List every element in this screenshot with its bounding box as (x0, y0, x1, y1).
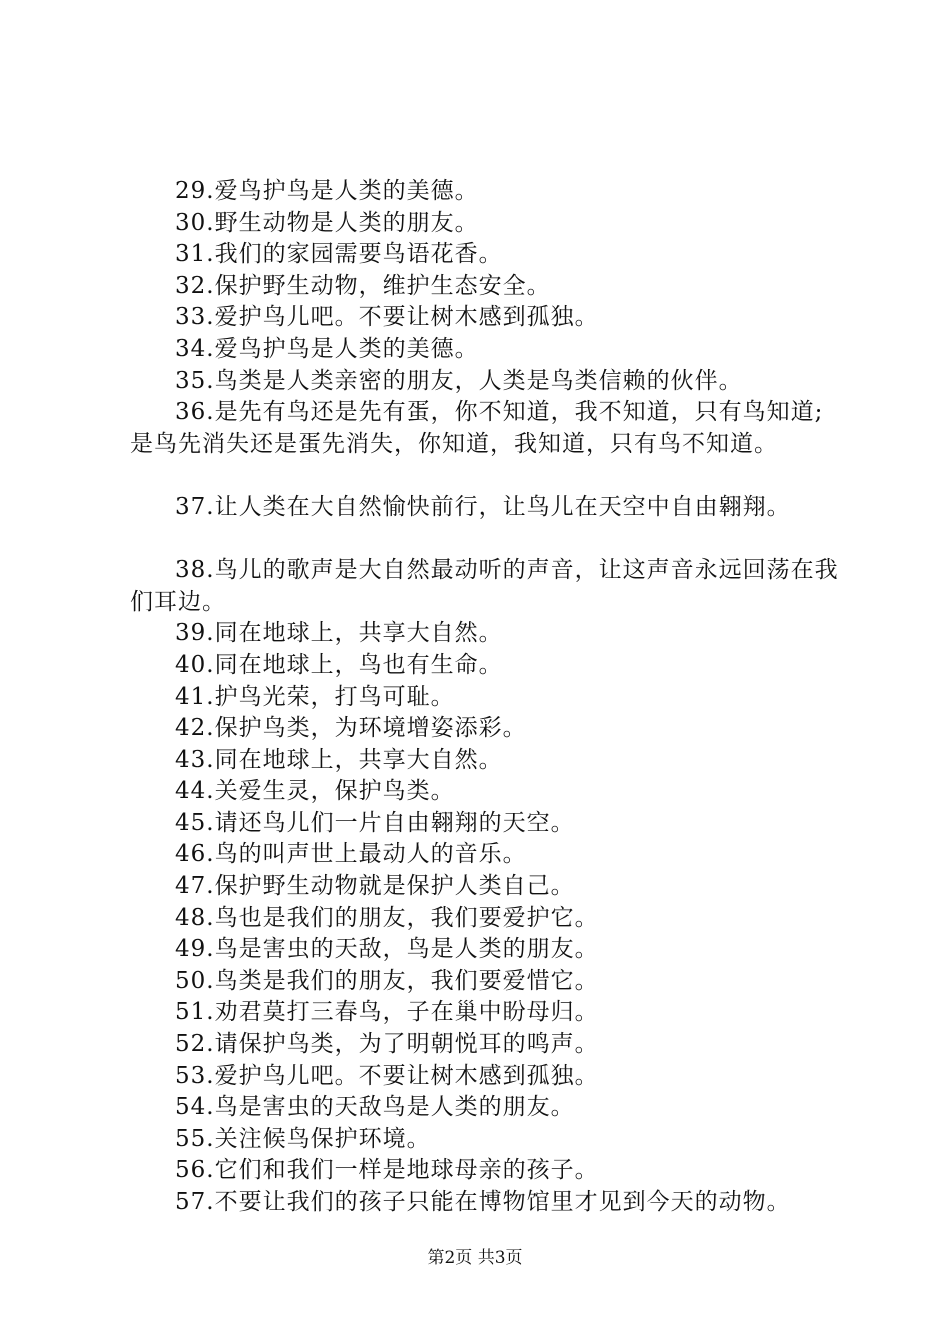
list-item: 56.它们和我们一样是地球母亲的孩子。 (175, 1157, 599, 1184)
list-item: 43.同在地球上，共享大自然。 (175, 746, 503, 773)
line-37: 37.让人类在大自然愉快前行，让鸟儿在天空中自由翱翔。 (175, 493, 791, 520)
list-item: 33.爱护鸟儿吧。不要让树木感到孤独。 (175, 304, 599, 331)
list-item: 44.关爱生灵，保护鸟类。 (175, 778, 455, 805)
blank-line (130, 460, 840, 492)
list-item: 57.不要让我们的孩子只能在博物馆里才见到今天的动物。 (175, 1189, 791, 1215)
blank-line (130, 524, 840, 556)
list-group-b (130, 618, 840, 1218)
list-item: 47.保护野生动物就是保护人类自己。 (175, 873, 575, 900)
list-item: 30.野生动物是人类的朋友。 (175, 209, 479, 236)
list-item: 52.请保护鸟类，为了明朝悦耳的鸣声。 (175, 1031, 599, 1058)
list-item: 35.鸟类是人类亲密的朋友，人类是鸟类信赖的伙伴。 (175, 367, 743, 394)
list-item: 45.请还鸟儿们一片自由翱翔的天空。 (175, 809, 575, 836)
list-item: 51.劝君莫打三春鸟，子在巢中盼母归。 (175, 999, 599, 1026)
list-item: 42.保护鸟类，为环境增姿添彩。 (175, 715, 527, 742)
paragraph-36: 36.是先有鸟还是先有蛋，你不知道，我不知道，只有鸟知道;是鸟先消失还是蛋先消失，你知道，我知道，只有鸟不知道。 (130, 399, 824, 457)
page-footer: 第2页 共3页 (427, 1248, 523, 1268)
list-item: 29.爱鸟护鸟是人类的美德。 (175, 178, 479, 204)
list-group-a (130, 176, 840, 397)
list-item: 39.同在地球上，共享大自然。 (175, 620, 503, 647)
list-item: 53.爱护鸟儿吧。不要让树木感到孤独。 (175, 1062, 599, 1089)
document-body (130, 176, 840, 1219)
list-item: 50.鸟类是我们的朋友，我们要爱惜它。 (175, 967, 599, 994)
list-item: 54.鸟是害虫的天敌鸟是人类的朋友。 (175, 1094, 575, 1121)
paragraph-38: 38.鸟儿的歌声是大自然最动听的声音，让这声音永远回荡在我们耳边。 (130, 557, 839, 615)
list-item: 55.关注候鸟保护环境。 (175, 1125, 431, 1152)
list-item: 49.鸟是害虫的天敌，鸟是人类的朋友。 (175, 936, 599, 963)
list-item: 46.鸟的叫声世上最动人的音乐。 (175, 841, 527, 868)
list-item: 34.爱鸟护鸟是人类的美德。 (175, 335, 479, 362)
list-item: 40.同在地球上，鸟也有生命。 (175, 651, 503, 678)
list-item: 32.保护野生动物，维护生态安全。 (175, 272, 551, 299)
list-item: 31.我们的家园需要鸟语花香。 (175, 241, 503, 268)
list-item: 41.护鸟光荣，打鸟可耻。 (175, 683, 455, 710)
list-item: 48.鸟也是我们的朋友，我们要爱护它。 (175, 904, 599, 931)
